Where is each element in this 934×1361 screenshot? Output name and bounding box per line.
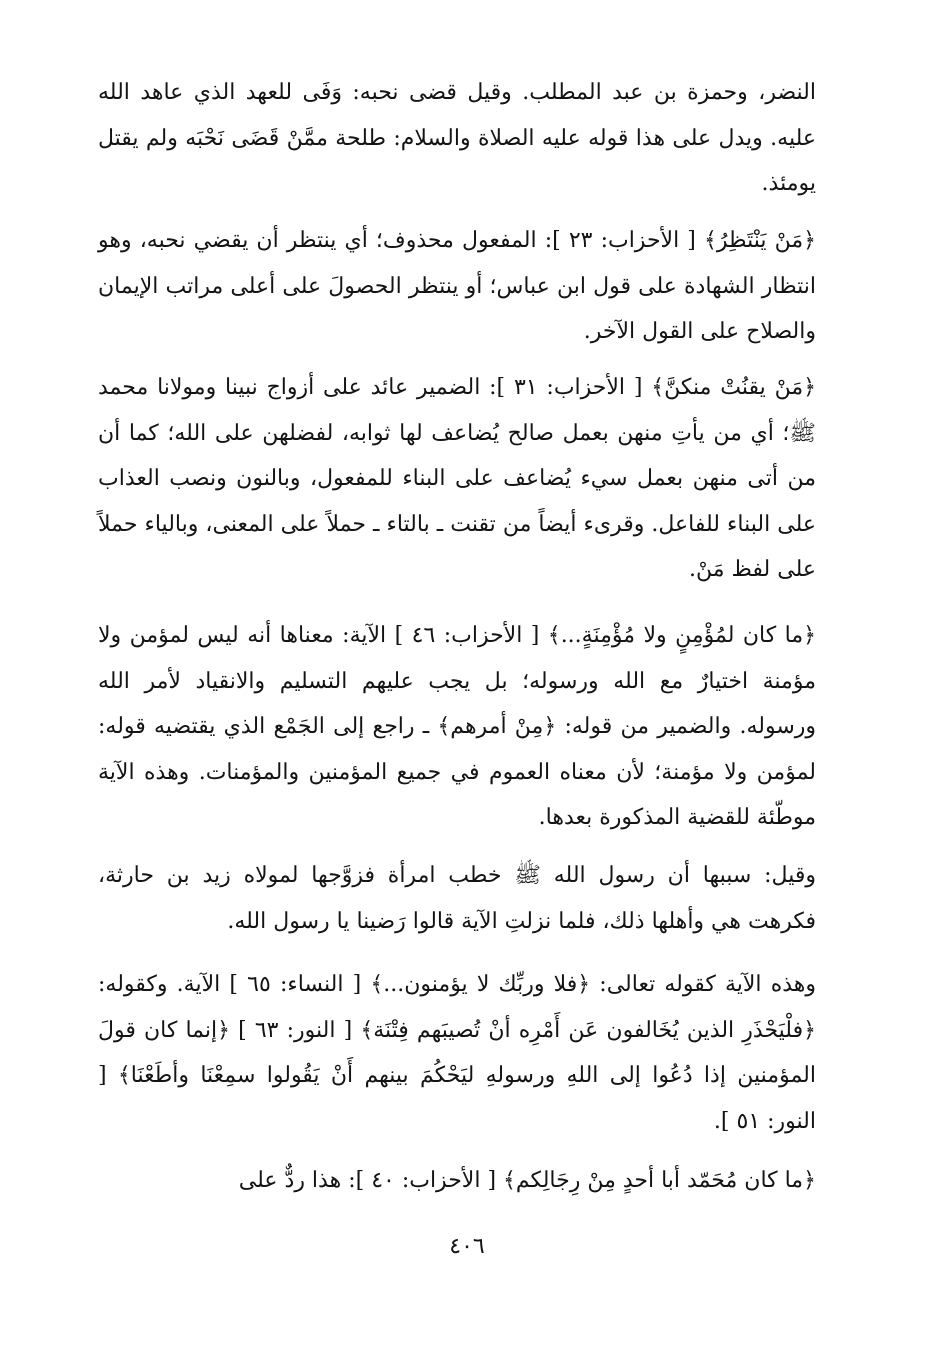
body-text xyxy=(98,70,816,207)
body-text-3 xyxy=(98,365,816,593)
body-text-7 xyxy=(98,1158,816,1204)
paragraph-2: ﴿مَنْ يَنْتَظِرُ﴾ [ الأحزاب: ٢٣ ]: المفعول محذوف؛ أي ينتظر أن يقضي نحبه، وهو انتظار الشهادة على قول ابن عباس؛ أو ينتظر الحصولَ على أعلى مراتب الإيمان والصلاح على القول الآخر. xyxy=(98,228,816,344)
body-text-2 xyxy=(98,218,816,355)
paragraph-6: وهذه الآية كقوله تعالى: ﴿فلا وربِّك لا يؤمنون...﴾ [ النساء: ٦٥ ] الآية. وكقوله: ﴿فلْيَحْذَرِ الذين يُخَالفون عَن أَمْرِه أنْ تُصيبَهم فِتْنَة﴾ [ النور: ٦٣ ] ﴿إنما كان قولَ المؤمنين إذا دُعُوا إلى اللهِ ورسولهِ ليَحْكُمَ بينهم أَنْ يَقُولوا سمِعْنَا وأطَعْنَا﴾ [ النور: ٥١ ]. xyxy=(98,972,817,1134)
paragraph-5: وقيل: سببها أن رسول الله ﷺ خطب امرأة فزوَّجها لمولاه زيد بن حارثة، فكرهت هي وأهلها ذلك، فلما نزلتِ الآية قالوا رَضينا يا رسول الله. xyxy=(98,863,816,934)
body-text-4 xyxy=(98,613,816,841)
page-number: ٤٠٦ xyxy=(449,1234,485,1259)
paragraph-3: ﴿مَنْ يقنُتْ منكنَّ﴾ [ الأحزاب: ٣١ ]: الضمير عائد على أزواج نبينا ومولانا محمد ﷺ؛ أي من يأتِ منهن بعمل صالح يُضاعف لها ثوابه، لفضلهن على الله؛ كما أن من أتى منهن بعمل سيء يُضاعف على البناء للمفعول، وبالنون ونصب العذاب على البناء للفاعل. وقرىء أيضاً من تقنت ـ بالتاء ـ حملاً على المعنى، وبالياء حملاً على لفظ مَنْ. xyxy=(98,375,816,582)
body-text-6 xyxy=(98,962,816,1144)
body-text-5 xyxy=(98,853,816,944)
paragraph-1: النضر، وحمزة بن عبد المطلب. وقيل قضى نحبه: وَفَى للعهد الذي عاهد الله عليه. ويدل على هذا قوله عليه الصلاة والسلام: طلحة ممَّنْ قَضَى نَحْبَه ولم يقتل يومئذ. xyxy=(98,80,816,196)
paragraph-7: ﴿ما كان مُحَمّد أبا أحدٍ مِنْ رِجَالِكم﴾ [ الأحزاب: ٤٠ ]: هذا ردٌّ على xyxy=(238,1168,816,1193)
paragraph-4: ﴿ما كان لمُؤْمِنٍ ولا مُؤْمِنَةٍ...﴾ [ الأحزاب: ٤٦ ] الآية: معناها أنه ليس لمؤمن ولا مؤمنة اختيارٌ مع الله ورسوله؛ بل يجب عليهم التسليم والانقياد لأمر الله ورسوله. والضمير من قوله: ﴿مِنْ أمرهم﴾ ـ راجع إلى الجَمْع الذي يقتضيه قوله: لمؤمن ولا مؤمنة؛ لأن معناه العموم في جميع المؤمنين والمؤمنات. وهذه الآية موطّئة للقضية المذكورة بعدها. xyxy=(98,623,817,830)
